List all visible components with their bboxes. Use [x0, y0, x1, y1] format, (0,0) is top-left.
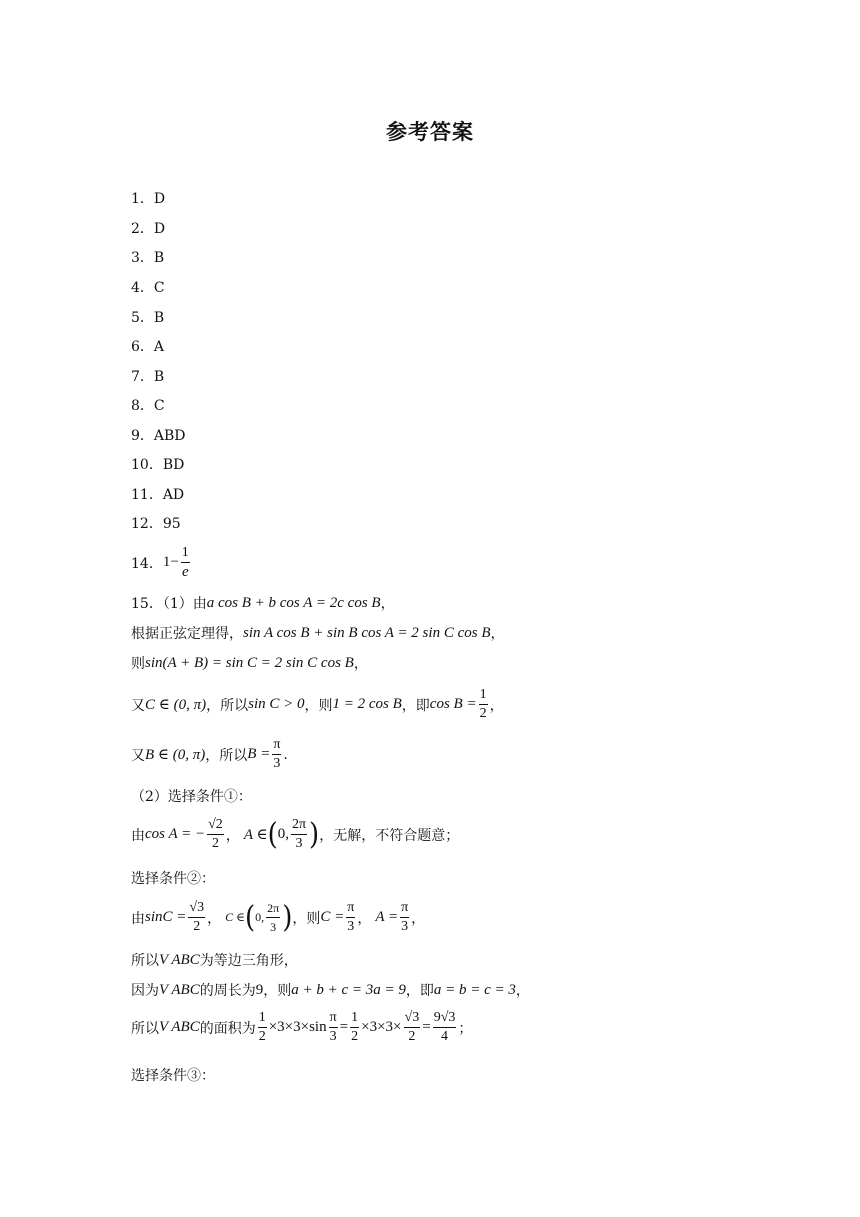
answer-9: 9．ABD — [131, 428, 186, 444]
condition-3-heading — [131, 1065, 215, 1085]
text: ，所以 — [205, 747, 248, 764]
frac-num: 2π — [291, 817, 307, 835]
q15-line-5 — [131, 737, 288, 772]
text: ， — [489, 697, 504, 714]
frac-den: 2 — [193, 919, 201, 934]
fraction — [266, 900, 280, 935]
text: 选择条件②： — [131, 871, 215, 887]
q15-line-3 — [131, 653, 368, 673]
formula: V ABC — [159, 951, 200, 968]
formula: 0, — [277, 826, 289, 842]
text: 的面积为 — [199, 1020, 256, 1037]
frac-den: 3 — [270, 920, 277, 934]
text: ，无解，不符合题意； — [319, 827, 460, 844]
formula: a = b = c = 3 — [433, 981, 516, 998]
right-paren: ) — [282, 900, 293, 935]
frac-num: 2π — [266, 900, 280, 918]
formula: V ABC — [159, 981, 200, 998]
frac-num: √2 — [207, 817, 224, 835]
text: 为等边三角形， — [199, 953, 298, 969]
answer-1: 1．D — [131, 191, 166, 207]
text: ， — [353, 656, 368, 672]
fraction — [291, 817, 307, 852]
condition-2-line-2 — [131, 950, 298, 970]
answer-7: 7．B — [131, 369, 165, 385]
formula: A ∈ — [243, 827, 268, 843]
frac-num: 1 — [350, 1010, 359, 1028]
formula: sinC = — [145, 909, 187, 925]
text: 的周长为 — [199, 983, 256, 999]
fraction — [258, 1010, 267, 1045]
text: ， — [357, 910, 372, 927]
fraction — [188, 900, 205, 935]
answer-2: 2．D — [131, 221, 166, 237]
fraction — [207, 817, 224, 852]
fraction — [404, 1010, 421, 1045]
text: . — [283, 746, 288, 763]
formula: A = — [375, 909, 399, 925]
formula: a cos B + b cos A = 2c cos B — [206, 594, 381, 611]
frac-num: 9√3 — [433, 1010, 457, 1028]
answer-14 — [131, 545, 192, 580]
frac-num: π — [346, 900, 355, 918]
frac-den: 3 — [329, 1029, 337, 1044]
text: ， — [411, 910, 426, 927]
formula: cos A = − — [145, 826, 206, 842]
q15-line-2 — [131, 623, 504, 643]
frac-den: 2 — [211, 836, 219, 851]
text: 15．（1）由 — [131, 596, 207, 612]
text: 又 — [131, 697, 145, 714]
formula: a + b + c = 3a = 9 — [291, 981, 406, 998]
condition-2-line-4 — [131, 1010, 472, 1045]
frac-num: 1 — [258, 1010, 267, 1028]
frac-den: 4 — [441, 1029, 449, 1044]
condition-2-line-3 — [131, 980, 530, 1000]
formula: = — [339, 1019, 349, 1035]
text: 又 — [131, 747, 145, 764]
left-paren: ( — [267, 817, 278, 852]
answer-3: 3．B — [131, 250, 165, 266]
answer-11: 11．AD — [131, 487, 185, 503]
frac-den: 2 — [258, 1029, 266, 1044]
formula: C ∈ — [225, 910, 245, 924]
answer-6: 6．A — [131, 339, 165, 355]
frac-num: 1 — [479, 687, 488, 705]
frac-den: 3 — [347, 919, 355, 934]
frac-num: π — [329, 1010, 338, 1028]
fraction — [400, 900, 409, 935]
answer-14-expr: 1− — [162, 554, 179, 570]
frac-den: 2 — [479, 706, 487, 721]
text: 由 — [131, 910, 145, 927]
text: 因为 — [131, 983, 159, 999]
text: ，则 — [263, 983, 292, 999]
frac-num: √3 — [188, 900, 205, 918]
answer-8: 8．C — [131, 398, 165, 414]
q15-line-1 — [131, 593, 395, 613]
frac-num: π — [400, 900, 409, 918]
text: ，即 — [405, 983, 434, 999]
q15-line-4 — [131, 687, 504, 722]
frac-den: 3 — [401, 919, 409, 934]
formula: sin C > 0 — [248, 696, 305, 712]
text: ，所以 — [206, 697, 249, 714]
formula: V ABC — [159, 1019, 200, 1035]
fraction — [272, 737, 281, 772]
answer-5: 5．B — [131, 310, 165, 326]
fraction — [479, 687, 488, 722]
condition-1-line — [131, 817, 459, 852]
answer-12: 12．95 — [131, 516, 181, 532]
formula: B = — [247, 746, 271, 762]
formula: C = — [320, 909, 345, 925]
answer-4: 4．C — [131, 280, 165, 296]
text: 则 — [131, 656, 145, 672]
answer-10: 10．BD — [131, 457, 185, 473]
frac-num: √3 — [404, 1010, 421, 1028]
page-title: 参考答案 — [386, 119, 474, 144]
answer-14-fraction — [181, 545, 190, 580]
condition-2-line-1 — [131, 900, 425, 935]
frac-den: 3 — [295, 836, 303, 851]
text: ，则 — [292, 910, 321, 927]
right-paren: ) — [309, 817, 320, 852]
left-paren: ( — [244, 900, 256, 935]
formula: sin(A + B) = sin C = 2 sin C cos B — [145, 654, 354, 671]
formula: 9 — [255, 981, 264, 998]
frac-den: 2 — [351, 1029, 359, 1044]
frac-den: 2 — [408, 1029, 416, 1044]
text: ， — [380, 596, 395, 612]
text: 选择条件③： — [131, 1068, 215, 1084]
text: 所以 — [131, 953, 159, 969]
formula: 0, — [255, 910, 265, 924]
fraction — [329, 1010, 338, 1045]
q15-part2-heading — [131, 786, 252, 806]
frac-den: 3 — [273, 756, 281, 771]
formula: cos B = — [429, 696, 477, 712]
text: ，即 — [401, 697, 430, 714]
formula: ×3×3× — [361, 1019, 402, 1035]
text: 所以 — [131, 1020, 159, 1037]
text: （2）选择条件①： — [131, 789, 252, 805]
formula: sin A cos B + sin B cos A = 2 sin C cos B — [243, 624, 491, 641]
fraction — [346, 900, 355, 935]
text: 根据正弦定理得， — [131, 626, 243, 642]
condition-2-heading — [131, 868, 215, 888]
text: ，则 — [304, 697, 333, 714]
formula: C ∈ (0, π) — [145, 697, 207, 713]
formula: B ∈ (0, π) — [145, 747, 206, 763]
frac-den: e — [181, 564, 189, 580]
text: 由 — [131, 827, 145, 844]
formula: ×3×3×sin — [268, 1019, 327, 1035]
frac-num: 1 — [181, 545, 190, 563]
text: ， — [490, 626, 505, 642]
text: ， — [515, 983, 530, 999]
frac-num: π — [272, 737, 281, 755]
text: ， — [225, 827, 240, 844]
formula: = — [422, 1019, 431, 1035]
answer-14-label: 14． — [131, 555, 163, 572]
fraction — [350, 1010, 359, 1045]
text: ， — [207, 910, 222, 927]
fraction — [433, 1010, 457, 1045]
formula: 1 = 2 cos B — [332, 696, 402, 712]
text: ； — [458, 1020, 473, 1037]
